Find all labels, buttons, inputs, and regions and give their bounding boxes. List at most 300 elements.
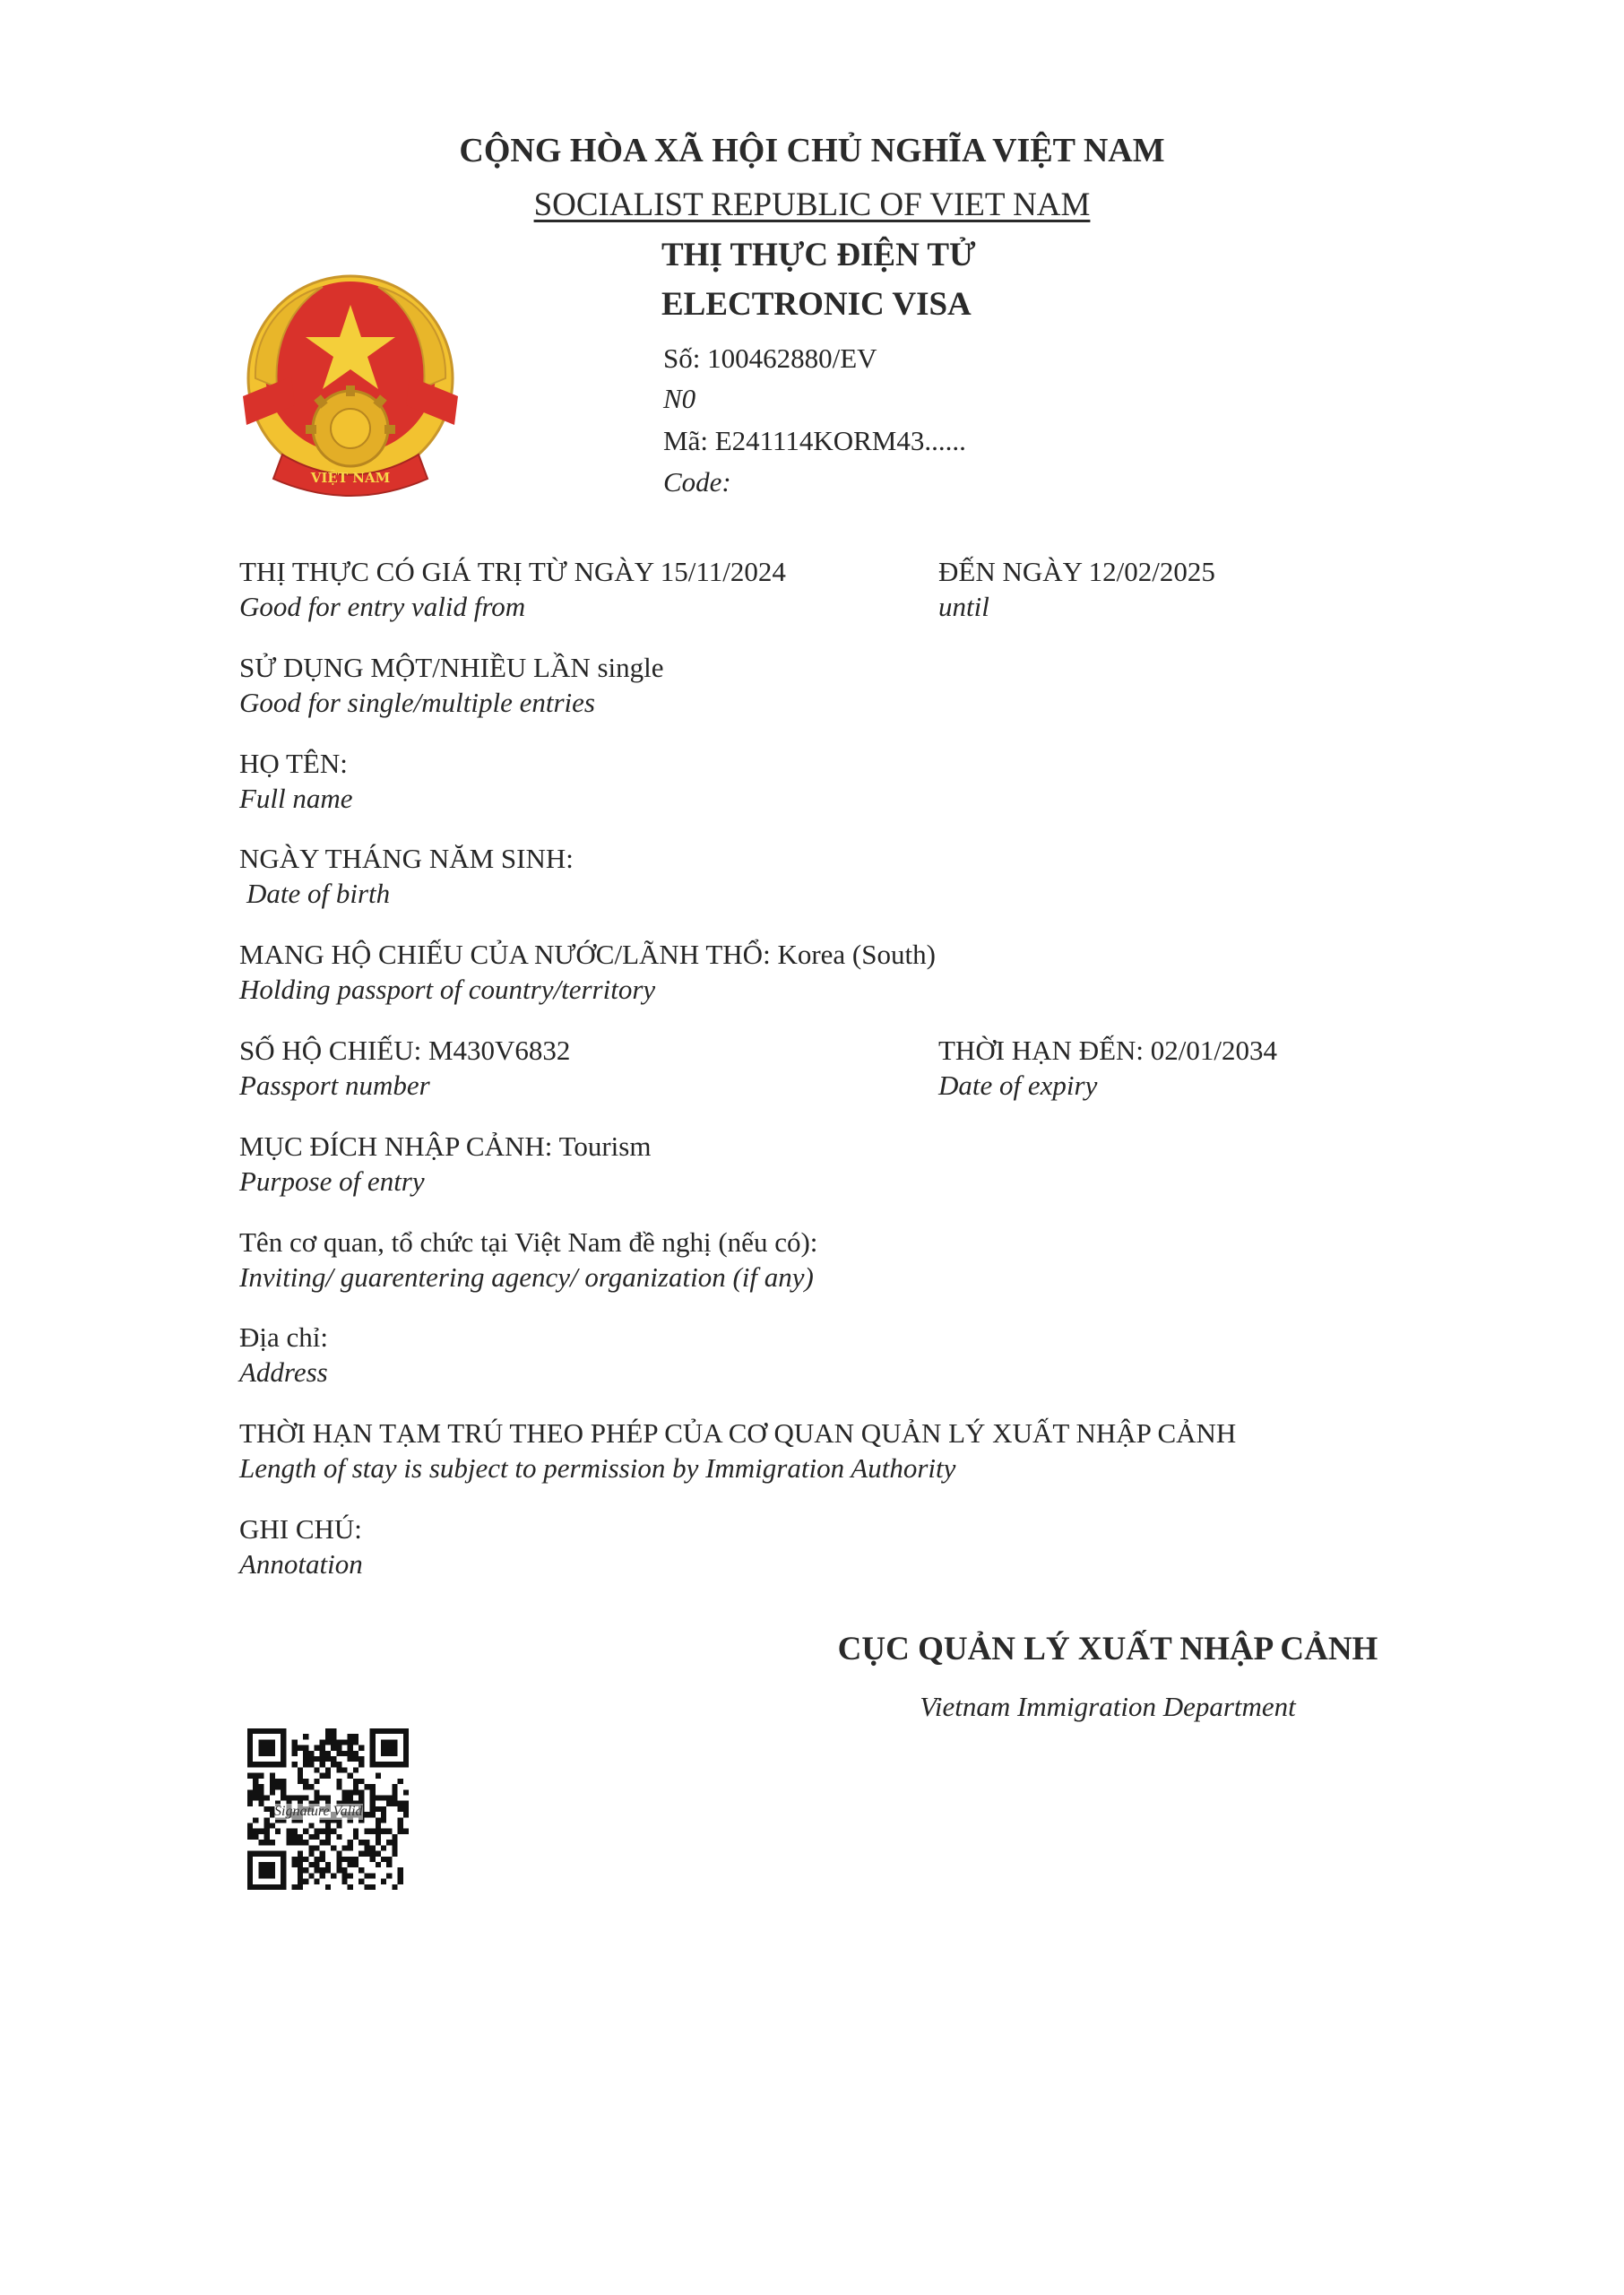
qr-module bbox=[253, 1829, 258, 1834]
qr-module bbox=[314, 1779, 319, 1784]
passport-country-row bbox=[239, 939, 936, 971]
qr-module bbox=[342, 1845, 348, 1850]
qr-module bbox=[281, 1795, 286, 1800]
qr-module bbox=[376, 1840, 381, 1845]
qr-module bbox=[392, 1884, 397, 1890]
qr-module bbox=[247, 1739, 253, 1745]
passport-expiry-row bbox=[938, 1035, 1277, 1067]
qr-module bbox=[403, 1762, 409, 1767]
qr-module bbox=[348, 1873, 353, 1878]
qr-module bbox=[270, 1739, 275, 1745]
address-label: Địa chỉ: bbox=[239, 1321, 328, 1353]
qr-module bbox=[264, 1867, 270, 1873]
purpose-row bbox=[239, 1130, 651, 1163]
qr-module bbox=[331, 1829, 336, 1834]
qr-module bbox=[314, 1857, 319, 1862]
qr-module bbox=[331, 1739, 336, 1745]
qr-module bbox=[314, 1867, 319, 1873]
national-emblem bbox=[238, 271, 463, 499]
qr-module bbox=[264, 1817, 270, 1823]
qr-module bbox=[376, 1728, 381, 1734]
qr-module bbox=[253, 1728, 258, 1734]
qr-module bbox=[381, 1745, 386, 1751]
entries-label: SỬ DỤNG MỘT/NHIỀU LẦN bbox=[239, 652, 591, 683]
qr-module bbox=[348, 1739, 353, 1745]
qr-module bbox=[398, 1829, 403, 1834]
qr-module bbox=[270, 1873, 275, 1878]
qr-module bbox=[353, 1739, 358, 1745]
qr-module bbox=[270, 1779, 275, 1784]
qr-module bbox=[358, 1789, 364, 1795]
qr-module bbox=[403, 1745, 409, 1751]
qr-module bbox=[381, 1812, 386, 1817]
qr-module bbox=[281, 1873, 286, 1878]
qr-module bbox=[392, 1728, 397, 1734]
visa-code-label: Mã: bbox=[663, 425, 708, 456]
qr-module bbox=[270, 1762, 275, 1767]
qr-module bbox=[398, 1762, 403, 1767]
qr-module bbox=[303, 1829, 308, 1834]
valid-until-value: 12/02/2025 bbox=[1088, 556, 1215, 587]
qr-module bbox=[358, 1867, 364, 1873]
qr-module bbox=[253, 1851, 258, 1857]
qr-module bbox=[353, 1829, 358, 1834]
qr-module bbox=[386, 1751, 392, 1756]
qr-module bbox=[370, 1851, 376, 1857]
qr-module bbox=[308, 1823, 314, 1829]
qr-module bbox=[353, 1834, 358, 1840]
qr-module bbox=[376, 1851, 381, 1857]
qr-module bbox=[320, 1857, 325, 1862]
qr-module bbox=[331, 1745, 336, 1751]
qr-module bbox=[314, 1795, 319, 1800]
qr-module bbox=[353, 1779, 358, 1784]
qr-module bbox=[275, 1779, 281, 1784]
visa-number-value: 100462880/EV bbox=[707, 342, 877, 374]
inviting-agency-label-en: Inviting/ guarentering agency/ organization (if any) bbox=[239, 1261, 814, 1293]
qr-module bbox=[325, 1829, 331, 1834]
qr-module bbox=[331, 1756, 336, 1762]
qr-module bbox=[386, 1762, 392, 1767]
qr-module bbox=[247, 1751, 253, 1756]
national-emblem-icon bbox=[238, 271, 463, 499]
qr-module bbox=[292, 1834, 298, 1840]
qr-module bbox=[358, 1779, 364, 1784]
qr-module bbox=[392, 1801, 397, 1806]
visa-code-row bbox=[663, 425, 966, 457]
qr-module bbox=[258, 1867, 263, 1873]
qr-module bbox=[281, 1884, 286, 1890]
qr-module bbox=[370, 1728, 376, 1734]
annotation-label-en: Annotation bbox=[239, 1548, 363, 1580]
qr-module bbox=[370, 1734, 376, 1739]
qr-module bbox=[270, 1851, 275, 1857]
qr-module bbox=[308, 1756, 314, 1762]
qr-module bbox=[275, 1884, 281, 1890]
country-name-en: SOCIALIST REPUBLIC OF VIET NAM bbox=[533, 186, 1091, 223]
qr-module bbox=[358, 1879, 364, 1884]
qr-module bbox=[270, 1823, 275, 1829]
qr-module bbox=[281, 1779, 286, 1784]
qr-module bbox=[325, 1756, 331, 1762]
qr-module bbox=[392, 1834, 397, 1840]
qr-module bbox=[308, 1762, 314, 1767]
qr-module bbox=[270, 1784, 275, 1789]
passport-expiry-label-en: Date of expiry bbox=[938, 1070, 1098, 1101]
qr-module bbox=[342, 1873, 348, 1878]
qr-module bbox=[303, 1745, 308, 1751]
issuer-name-en: Vietnam Immigration Department bbox=[920, 1691, 1296, 1722]
qr-module bbox=[325, 1728, 331, 1734]
qr-module bbox=[264, 1728, 270, 1734]
qr-module bbox=[381, 1806, 386, 1812]
qr-module bbox=[336, 1745, 341, 1751]
entries-value: single bbox=[597, 652, 664, 683]
visa-code-label-en: Code: bbox=[663, 466, 731, 498]
qr-module bbox=[320, 1756, 325, 1762]
qr-module bbox=[308, 1751, 314, 1756]
qr-module bbox=[386, 1739, 392, 1745]
qr-module bbox=[281, 1857, 286, 1862]
qr-module bbox=[336, 1784, 341, 1789]
qr-module bbox=[358, 1851, 364, 1857]
qr-module bbox=[331, 1734, 336, 1739]
qr-module bbox=[303, 1840, 308, 1845]
qr-module bbox=[292, 1751, 298, 1756]
purpose-label-en: Purpose of entry bbox=[239, 1165, 425, 1197]
qr-module bbox=[342, 1795, 348, 1800]
qr-module bbox=[292, 1829, 298, 1834]
qr-module bbox=[320, 1739, 325, 1745]
qr-module bbox=[314, 1745, 319, 1751]
qr-module bbox=[281, 1851, 286, 1857]
dob-label-en: Date of birth bbox=[246, 878, 391, 909]
qr-module bbox=[298, 1779, 303, 1784]
qr-module bbox=[392, 1784, 397, 1789]
qr-module bbox=[353, 1756, 358, 1762]
qr-module bbox=[303, 1879, 308, 1884]
qr-module bbox=[370, 1884, 376, 1890]
qr-module bbox=[258, 1862, 263, 1867]
qr-module bbox=[258, 1795, 263, 1800]
qr-module bbox=[264, 1739, 270, 1745]
qr-module bbox=[348, 1795, 353, 1800]
country-name-vi: CỘNG HÒA XÃ HỘI CHỦ NGHĨA VIỆT NAM bbox=[459, 132, 1165, 169]
valid-from-label: THỊ THỰC CÓ GIÁ TRỊ TỪ NGÀY bbox=[239, 556, 654, 587]
qr-module bbox=[308, 1851, 314, 1857]
passport-number-label-en: Passport number bbox=[239, 1070, 430, 1101]
annotation-label: GHI CHÚ: bbox=[239, 1513, 362, 1545]
qr-module bbox=[303, 1779, 308, 1784]
qr-module bbox=[392, 1845, 397, 1850]
qr-module bbox=[258, 1829, 263, 1834]
issuer-name-vi: CỤC QUẢN LÝ XUẤT NHẬP CẢNH bbox=[837, 1631, 1378, 1667]
qr-module bbox=[370, 1795, 376, 1800]
qr-module bbox=[264, 1851, 270, 1857]
passport-country-label-en: Holding passport of country/territory bbox=[239, 974, 656, 1005]
qr-module bbox=[386, 1829, 392, 1834]
qr-module bbox=[264, 1823, 270, 1829]
qr-module bbox=[320, 1873, 325, 1878]
passport-country-value: Korea (South) bbox=[777, 939, 936, 970]
qr-module bbox=[308, 1862, 314, 1867]
qr-module bbox=[386, 1862, 392, 1867]
qr-module bbox=[281, 1867, 286, 1873]
qr-module bbox=[398, 1806, 403, 1812]
qr-module bbox=[247, 1773, 253, 1779]
qr-module bbox=[348, 1845, 353, 1850]
qr-module bbox=[364, 1873, 369, 1878]
qr-module bbox=[381, 1829, 386, 1834]
qr-module bbox=[258, 1762, 263, 1767]
qr-module bbox=[281, 1751, 286, 1756]
visa-number-label-en: N0 bbox=[663, 383, 696, 414]
qr-module bbox=[358, 1795, 364, 1800]
qr-module bbox=[392, 1795, 397, 1800]
qr-module bbox=[247, 1834, 253, 1840]
valid-from-label-en: Good for entry valid from bbox=[239, 591, 526, 622]
qr-module bbox=[342, 1789, 348, 1795]
qr-module bbox=[353, 1862, 358, 1867]
qr-module bbox=[275, 1851, 281, 1857]
qr-module bbox=[298, 1745, 303, 1751]
dob-label: NGÀY THÁNG NĂM SINH: bbox=[239, 843, 574, 874]
qr-module bbox=[247, 1884, 253, 1890]
inviting-agency-label: Tên cơ quan, tổ chức tại Việt Nam đề nghị (nếu có): bbox=[239, 1226, 818, 1258]
qr-module bbox=[325, 1734, 331, 1739]
qr-module bbox=[258, 1840, 263, 1845]
qr-module bbox=[331, 1845, 336, 1850]
qr-module bbox=[392, 1751, 397, 1756]
address-label-en: Address bbox=[239, 1356, 328, 1388]
qr-module bbox=[370, 1806, 376, 1812]
qr-module bbox=[381, 1739, 386, 1745]
qr-module bbox=[403, 1734, 409, 1739]
qr-module bbox=[392, 1745, 397, 1751]
qr-module bbox=[403, 1728, 409, 1734]
qr-module bbox=[381, 1879, 386, 1884]
qr-module bbox=[281, 1734, 286, 1739]
qr-module bbox=[376, 1823, 381, 1829]
qr-module bbox=[270, 1728, 275, 1734]
qr-module bbox=[247, 1823, 253, 1829]
qr-module bbox=[342, 1751, 348, 1756]
qr-module bbox=[247, 1734, 253, 1739]
qr-module bbox=[298, 1867, 303, 1873]
qr-module bbox=[247, 1745, 253, 1751]
qr-module bbox=[264, 1840, 270, 1845]
qr-module bbox=[281, 1762, 286, 1767]
qr-module bbox=[358, 1840, 364, 1845]
qr-module bbox=[320, 1867, 325, 1873]
qr-module bbox=[403, 1806, 409, 1812]
qr-module bbox=[258, 1728, 263, 1734]
qr-module bbox=[270, 1751, 275, 1756]
qr-module bbox=[286, 1840, 291, 1845]
qr-module bbox=[253, 1784, 258, 1789]
qr-module bbox=[258, 1789, 263, 1795]
qr-module bbox=[348, 1862, 353, 1867]
qr-module bbox=[253, 1779, 258, 1784]
qr-module bbox=[381, 1762, 386, 1767]
qr-module bbox=[370, 1801, 376, 1806]
qr-module bbox=[331, 1728, 336, 1734]
passport-number-row bbox=[239, 1035, 570, 1067]
visa-number-label: Số: bbox=[663, 342, 701, 374]
qr-module bbox=[253, 1834, 258, 1840]
qr-module bbox=[253, 1795, 258, 1800]
qr-module bbox=[392, 1762, 397, 1767]
qr-module bbox=[264, 1806, 270, 1812]
qr-module bbox=[292, 1862, 298, 1867]
qr-module bbox=[253, 1884, 258, 1890]
qr-module bbox=[370, 1845, 376, 1850]
qr-module bbox=[376, 1773, 381, 1779]
qr-module bbox=[403, 1801, 409, 1806]
qr-module bbox=[303, 1795, 308, 1800]
qr-module bbox=[264, 1745, 270, 1751]
passport-number-value: M430V6832 bbox=[428, 1035, 571, 1066]
qr-module bbox=[303, 1867, 308, 1873]
entries-label-en: Good for single/multiple entries bbox=[239, 687, 595, 718]
qr-module bbox=[331, 1762, 336, 1767]
qr-module bbox=[314, 1879, 319, 1884]
qr-module bbox=[270, 1840, 275, 1845]
qr-module bbox=[370, 1857, 376, 1862]
qr-module bbox=[308, 1873, 314, 1878]
qr-module bbox=[281, 1745, 286, 1751]
qr-module bbox=[398, 1823, 403, 1829]
qr-module bbox=[298, 1862, 303, 1867]
qr-module bbox=[247, 1879, 253, 1884]
qr-module bbox=[247, 1728, 253, 1734]
qr-module bbox=[398, 1817, 403, 1823]
qr-module bbox=[303, 1751, 308, 1756]
qr-module bbox=[348, 1857, 353, 1862]
qr-module bbox=[381, 1795, 386, 1800]
qr-module bbox=[386, 1795, 392, 1800]
qr-module bbox=[386, 1873, 392, 1878]
valid-from-value: 15/11/2024 bbox=[660, 556, 786, 587]
qr-module bbox=[258, 1884, 263, 1890]
qr-module bbox=[336, 1857, 341, 1862]
qr-module bbox=[281, 1756, 286, 1762]
qr-module bbox=[392, 1840, 397, 1845]
qr-module bbox=[376, 1762, 381, 1767]
qr-module bbox=[336, 1767, 341, 1772]
qr-module bbox=[298, 1773, 303, 1779]
qr-module bbox=[253, 1817, 258, 1823]
qr-module bbox=[358, 1762, 364, 1767]
qr-module bbox=[264, 1862, 270, 1867]
qr-module bbox=[398, 1867, 403, 1873]
qr-module bbox=[253, 1773, 258, 1779]
qr-module bbox=[247, 1857, 253, 1862]
qr-module bbox=[303, 1784, 308, 1789]
qr-module bbox=[398, 1879, 403, 1884]
qr-module bbox=[364, 1829, 369, 1834]
qr-module bbox=[403, 1739, 409, 1745]
qr-module bbox=[325, 1773, 331, 1779]
qr-module bbox=[320, 1773, 325, 1779]
qr-module bbox=[348, 1840, 353, 1845]
qr-module bbox=[298, 1851, 303, 1857]
qr-module bbox=[314, 1845, 319, 1850]
qr-module bbox=[364, 1851, 369, 1857]
qr-module bbox=[370, 1812, 376, 1817]
qr-module bbox=[275, 1728, 281, 1734]
qr-module bbox=[258, 1784, 263, 1789]
qr-module bbox=[336, 1739, 341, 1745]
qr-module bbox=[247, 1867, 253, 1873]
qr-module bbox=[298, 1857, 303, 1862]
qr-module bbox=[292, 1745, 298, 1751]
qr-module bbox=[298, 1884, 303, 1890]
qr-module bbox=[348, 1734, 353, 1739]
qr-module bbox=[358, 1745, 364, 1751]
qr-module bbox=[247, 1862, 253, 1867]
qr-module bbox=[348, 1751, 353, 1756]
visa-code-value: E241114KORM43...... bbox=[714, 425, 966, 456]
qr-module bbox=[314, 1834, 319, 1840]
qr-module bbox=[370, 1762, 376, 1767]
qr-module bbox=[370, 1784, 376, 1789]
qr-module bbox=[403, 1829, 409, 1834]
qr-module bbox=[342, 1879, 348, 1884]
qr-module bbox=[336, 1823, 341, 1829]
purpose-label: MỤC ĐÍCH NHẬP CẢNH: bbox=[239, 1130, 553, 1162]
qr-module bbox=[298, 1795, 303, 1800]
qr-module bbox=[320, 1762, 325, 1767]
qr-module bbox=[342, 1867, 348, 1873]
qr-module bbox=[281, 1862, 286, 1867]
qr-module bbox=[270, 1867, 275, 1873]
qr-module bbox=[320, 1795, 325, 1800]
qr-module bbox=[370, 1789, 376, 1795]
qr-module bbox=[253, 1789, 258, 1795]
qr-module bbox=[258, 1739, 263, 1745]
qr-module bbox=[381, 1857, 386, 1862]
qr-module bbox=[314, 1789, 319, 1795]
qr-module bbox=[336, 1762, 341, 1767]
valid-from-row bbox=[239, 556, 786, 588]
qr-module bbox=[376, 1817, 381, 1823]
length-of-stay-label-en: Length of stay is subject to permission by Immigration Authority bbox=[239, 1452, 956, 1484]
qr-module bbox=[298, 1840, 303, 1845]
qr-module bbox=[403, 1751, 409, 1756]
qr-module bbox=[353, 1857, 358, 1862]
qr-module bbox=[325, 1884, 331, 1890]
qr-module bbox=[392, 1739, 397, 1745]
qr-module bbox=[325, 1739, 331, 1745]
qr-module bbox=[325, 1834, 331, 1840]
qr-module bbox=[303, 1734, 308, 1739]
qr-module bbox=[342, 1739, 348, 1745]
doc-title-vi: THỊ THỰC ĐIỆN TỬ bbox=[661, 237, 976, 273]
qr-module bbox=[258, 1773, 263, 1779]
qr-module bbox=[353, 1784, 358, 1789]
qr-module bbox=[398, 1728, 403, 1734]
qr-module bbox=[308, 1845, 314, 1850]
valid-until-label-en: until bbox=[938, 591, 989, 622]
qr-module bbox=[258, 1873, 263, 1878]
qr-module bbox=[320, 1745, 325, 1751]
qr-module bbox=[348, 1756, 353, 1762]
qr-module bbox=[320, 1840, 325, 1845]
qr-module bbox=[364, 1784, 369, 1789]
qr-module bbox=[364, 1845, 369, 1850]
qr-module bbox=[364, 1840, 369, 1845]
